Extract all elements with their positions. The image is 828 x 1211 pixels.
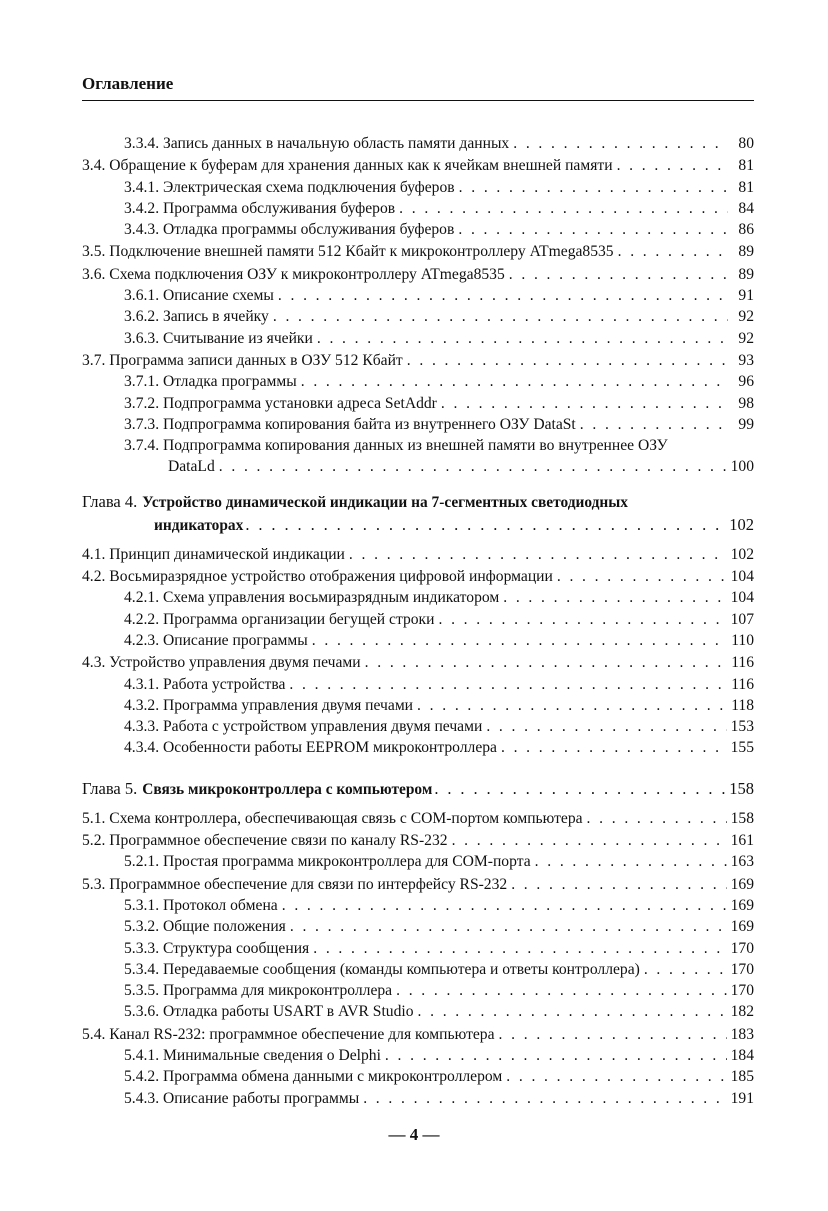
toc-entry-text: 4.1. Принцип динамической индикации <box>82 545 345 563</box>
toc-entry-text: 3.6.1. Описание схемы <box>124 287 274 305</box>
toc-entry-page: 81 <box>738 178 754 196</box>
toc-entry[interactable] <box>82 737 754 758</box>
toc-chapter-5[interactable] <box>82 777 754 800</box>
toc-entry-text: 4.3.1. Работа устройства <box>124 675 286 693</box>
leader-dots <box>452 830 727 851</box>
toc-entry[interactable] <box>82 609 754 630</box>
toc-entry-text-continued: DataLd <box>168 458 215 476</box>
toc-entry[interactable] <box>82 652 754 673</box>
toc-entry-text: 3.6.3. Считывание из ячейки <box>124 329 313 347</box>
leader-dots <box>365 652 728 673</box>
toc-entry-text: 5.3.2. Общие положения <box>124 918 286 936</box>
toc-entry[interactable] <box>82 1066 754 1087</box>
leader-dots <box>506 1066 726 1087</box>
toc-entry-page: 92 <box>738 308 754 326</box>
toc-entry-page: 191 <box>730 1089 754 1107</box>
leader-dots <box>618 241 728 262</box>
toc-entry-page: 98 <box>738 394 754 412</box>
toc-entry-text: 5.3.3. Структура сообщения <box>124 939 310 957</box>
toc-entry-page: 91 <box>738 287 754 305</box>
toc-block-chapter5 <box>82 808 754 1109</box>
toc-entry-text: 3.5. Подключение внешней памяти 512 Кбайт к микроконтроллеру ATmega8535 <box>82 243 614 261</box>
toc-entry-page: 158 <box>730 809 754 827</box>
leader-dots <box>282 895 727 916</box>
toc-entry[interactable] <box>82 198 754 219</box>
toc-entry[interactable] <box>82 328 754 349</box>
leader-dots <box>313 938 726 959</box>
toc-entry-page: 102 <box>730 545 754 563</box>
toc-entry[interactable] <box>82 630 754 651</box>
toc-entry[interactable] <box>82 916 754 937</box>
chapter-page: 158 <box>729 778 754 798</box>
toc-entry-page: 92 <box>738 329 754 347</box>
toc-entry-page: 170 <box>730 939 754 957</box>
toc-entry[interactable] <box>82 414 754 435</box>
toc-entry-text: 4.3. Устройство управления двумя печами <box>82 654 361 672</box>
leader-dots <box>557 566 727 587</box>
chapter-title-continued: индикаторах <box>154 516 244 534</box>
toc-entry[interactable] <box>82 674 754 695</box>
leader-dots <box>349 544 727 565</box>
toc-entry-page: 163 <box>730 853 754 871</box>
leader-dots <box>441 393 728 414</box>
leader-dots <box>418 1001 727 1022</box>
chapter-label: Глава 5. <box>82 778 138 798</box>
toc-entry-page: 185 <box>730 1068 754 1086</box>
toc-entry-text: 3.7.1. Отладка программы <box>124 373 297 391</box>
toc-entry-text: 5.4.3. Описание работы программы <box>124 1089 360 1107</box>
toc-entry-page: 116 <box>731 675 754 693</box>
leader-dots <box>459 177 728 198</box>
toc-entry-page: 96 <box>738 373 754 391</box>
leader-dots <box>290 916 727 937</box>
toc-entry-text: 3.6. Схема подключения ОЗУ к микроконтроллеру ATmega8535 <box>82 265 505 283</box>
toc-entry-page: 89 <box>738 243 754 261</box>
toc-entry-page: 183 <box>730 1025 754 1043</box>
toc-entry[interactable] <box>82 1001 754 1022</box>
toc-entry[interactable] <box>82 285 754 306</box>
leader-dots <box>513 133 728 154</box>
toc-entry[interactable] <box>82 155 754 176</box>
toc-entry-text: 3.3.4. Запись данных в начальную область памяти данных <box>124 135 510 152</box>
toc-entry-text: 3.4. Обращение к буферам для хранения данных как к ячейкам внешней памяти <box>82 157 613 175</box>
leader-dots <box>289 674 727 695</box>
toc-block-chapter3 <box>82 133 754 435</box>
toc-entry-text: 5.2.1. Простая программа микроконтроллера для COM-порта <box>124 853 531 871</box>
leader-dots <box>317 328 728 349</box>
leader-dots <box>486 716 726 737</box>
leader-dots <box>301 371 728 392</box>
leader-dots <box>245 513 727 536</box>
toc-entry-text: 3.7.2. Подпрограмма установки адреса SetAddr <box>124 394 437 412</box>
toc-entry[interactable] <box>82 219 754 240</box>
leader-dots <box>396 980 727 1001</box>
toc-entry-text: 3.4.3. Отладка программы обслуживания буферов <box>124 221 455 239</box>
leader-dots <box>407 350 728 371</box>
toc-entry[interactable] <box>82 133 754 154</box>
toc-entry-text: 4.2.2. Программа организации бегущей строки <box>124 610 435 628</box>
toc-entry-text: 3.7. Программа записи данных в ОЗУ 512 Кбайт <box>82 351 403 369</box>
toc-entry-page: 155 <box>730 739 754 757</box>
leader-dots <box>509 264 728 285</box>
toc-entry-text: 5.3. Программное обеспечение для связи по интерфейсу RS-232 <box>82 875 508 893</box>
toc-entry[interactable] <box>82 895 754 916</box>
toc-entry-text: 4.2.1. Схема управления восьмиразрядным индикатором <box>124 589 500 607</box>
leader-dots <box>501 737 727 758</box>
toc-entry-page: 118 <box>731 696 754 714</box>
header-title: Оглавление <box>82 74 174 93</box>
leader-dots <box>587 808 727 829</box>
toc-entry-page: 81 <box>738 157 754 175</box>
toc-entry-page: 104 <box>730 568 754 586</box>
toc-entry-page: 80 <box>738 135 754 152</box>
toc-entry-page: 100 <box>730 458 754 476</box>
leader-dots <box>458 219 728 240</box>
toc-entry-text: 5.4. Канал RS-232: программное обеспечение для компьютера <box>82 1025 495 1043</box>
toc-entry[interactable] <box>82 587 754 608</box>
leader-dots <box>278 285 728 306</box>
running-header <box>82 72 754 101</box>
toc-entry-page: 86 <box>738 221 754 239</box>
toc-entry[interactable] <box>82 393 754 414</box>
chapter-title: Устройство динамической индикации на 7-сегментных светодиодных <box>142 493 628 511</box>
leader-dots <box>499 1024 727 1045</box>
toc-entry-page: 169 <box>730 896 754 914</box>
leader-dots <box>417 695 727 716</box>
toc-entry-page: 161 <box>730 832 754 850</box>
toc-entry[interactable] <box>82 566 754 587</box>
toc-entry[interactable] <box>82 435 754 478</box>
toc-entry[interactable] <box>82 938 754 959</box>
toc-entry-text: 3.7.4. Подпрограмма копирования данных из внешней памяти во внутреннее ОЗУ <box>124 437 668 455</box>
toc-entry-text: 5.1. Схема контроллера, обеспечивающая связь с COM-портом компьютера <box>82 809 583 827</box>
toc-entry-page: 153 <box>730 718 754 736</box>
toc-entry-text: 4.2. Восьмиразрядное устройство отображения цифровой информации <box>82 568 553 586</box>
toc-entry-text: 4.3.2. Программа управления двумя печами <box>124 696 414 714</box>
toc-entry[interactable] <box>82 1024 754 1045</box>
toc-entry[interactable] <box>82 241 754 262</box>
leader-dots <box>503 587 726 608</box>
toc-entry[interactable] <box>82 264 754 285</box>
leader-dots <box>385 1045 727 1066</box>
toc-entry-text: 5.3.1. Протокол обмена <box>124 896 278 914</box>
toc-entry-text: 4.3.4. Особенности работы EEPROM микроконтроллера <box>124 739 497 757</box>
toc-entry[interactable] <box>82 350 754 371</box>
toc-entry-page: 116 <box>731 654 754 672</box>
toc-entry-page: 110 <box>731 631 754 649</box>
toc-entry[interactable] <box>82 716 754 737</box>
leader-dots <box>312 630 727 651</box>
toc-entry-page: 169 <box>730 875 754 893</box>
table-of-contents <box>82 133 754 1109</box>
toc-entry[interactable] <box>82 1088 754 1109</box>
toc-entry-page: 169 <box>730 918 754 936</box>
toc-entry-text: 5.4.1. Минимальные сведения о Delphi <box>124 1046 381 1064</box>
leader-dots <box>399 198 728 219</box>
toc-entry-text: 3.6.2. Запись в ячейку <box>124 308 269 326</box>
toc-entry-page: 107 <box>730 610 754 628</box>
leader-dots <box>580 414 728 435</box>
toc-entry-page: 184 <box>730 1046 754 1064</box>
toc-entry[interactable] <box>82 959 754 980</box>
toc-entry-page: 170 <box>730 960 754 978</box>
toc-entry[interactable] <box>82 1045 754 1066</box>
chapter-title: Связь микроконтроллера с компьютером <box>142 780 433 798</box>
toc-entry-page: 89 <box>738 265 754 283</box>
leader-dots <box>644 959 727 980</box>
toc-entry-text: 5.3.6. Отладка работы USART в AVR Studio <box>124 1003 414 1021</box>
toc-entry-text: 3.7.3. Подпрограмма копирования байта из внутреннего ОЗУ DataSt <box>124 415 576 433</box>
toc-entry[interactable] <box>82 808 754 829</box>
toc-entry-page: 182 <box>730 1003 754 1021</box>
toc-entry[interactable] <box>82 980 754 1001</box>
toc-entry[interactable] <box>82 695 754 716</box>
toc-entry-text: 3.4.2. Программа обслуживания буферов <box>124 199 396 217</box>
toc-entry[interactable] <box>82 177 754 198</box>
leader-dots <box>438 609 726 630</box>
chapter-label: Глава 4. <box>82 491 138 511</box>
toc-entry-page: 84 <box>738 199 754 217</box>
toc-entry-page: 93 <box>738 351 754 369</box>
toc-entry-text: 4.2.3. Описание программы <box>124 631 308 649</box>
toc-entry[interactable] <box>82 874 754 895</box>
leader-dots <box>273 306 728 327</box>
chapter-page: 102 <box>729 514 754 534</box>
toc-entry-text: 5.4.2. Программа обмена данными с микроконтроллером <box>124 1068 503 1086</box>
toc-entry-text: 3.4.1. Электрическая схема подключения буферов <box>124 178 455 196</box>
toc-entry-page: 170 <box>730 982 754 1000</box>
page-number: — 4 — <box>388 1125 440 1144</box>
toc-block-chapter4 <box>82 544 754 759</box>
toc-entry[interactable] <box>82 544 754 565</box>
leader-dots <box>434 777 727 800</box>
toc-entry-page: 104 <box>730 589 754 607</box>
leader-dots <box>511 874 726 895</box>
leader-dots <box>617 155 728 176</box>
leader-dots <box>535 851 727 872</box>
toc-entry[interactable] <box>82 851 754 872</box>
toc-entry-text: 4.3.3. Работа с устройством управления двумя печами <box>124 718 483 736</box>
toc-entry-text: 5.2. Программное обеспечение связи по каналу RS-232 <box>82 832 448 850</box>
toc-entry[interactable] <box>82 306 754 327</box>
leader-dots <box>363 1088 726 1109</box>
toc-entry-page: 99 <box>738 415 754 433</box>
leader-dots <box>219 456 727 477</box>
toc-entry[interactable] <box>82 371 754 392</box>
toc-entry-text: 5.3.4. Передаваемые сообщения (команды компьютера и ответы контроллера) <box>124 960 640 978</box>
toc-chapter-4[interactable] <box>82 490 754 536</box>
toc-entry[interactable] <box>82 830 754 851</box>
toc-entry-text: 5.3.5. Программа для микроконтроллера <box>124 982 393 1000</box>
